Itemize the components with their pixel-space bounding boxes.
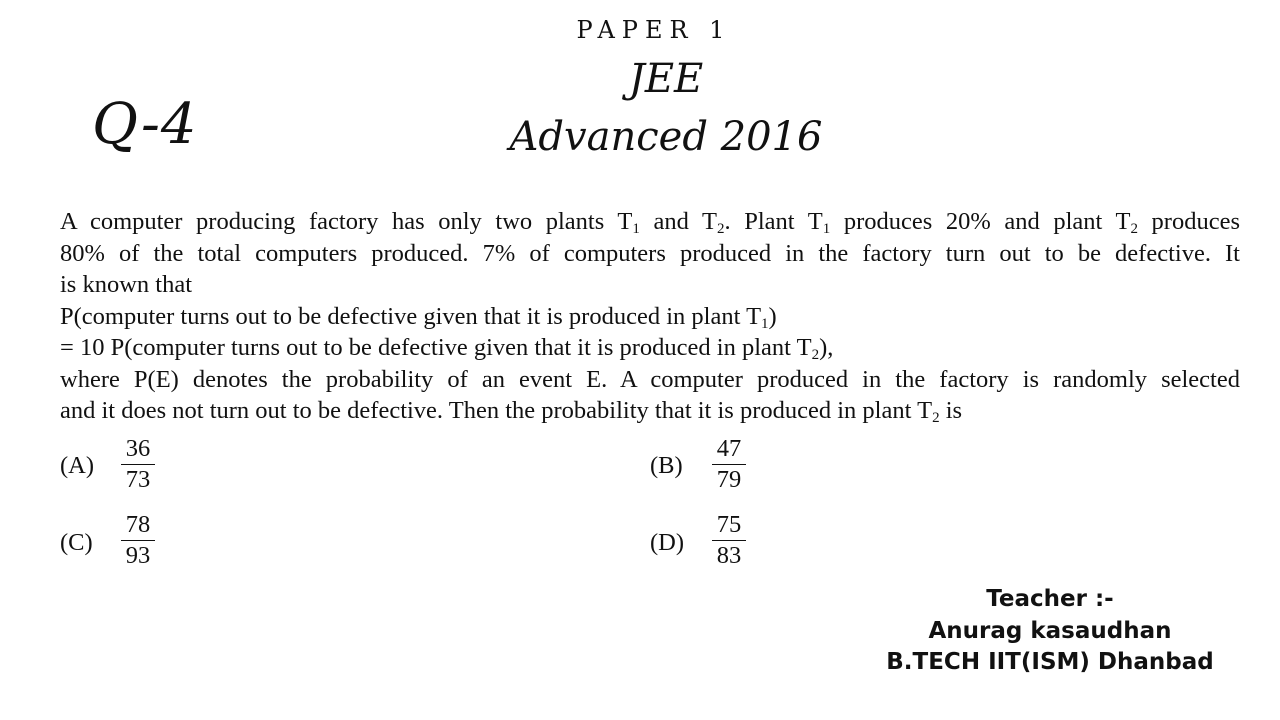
exam-year: Advanced 2016 <box>509 114 823 160</box>
option-c-label: (C) <box>60 529 93 556</box>
option-a-fraction <box>122 434 154 495</box>
option-c-numerator: 78 <box>125 511 151 538</box>
exam-name: JEE <box>628 56 704 102</box>
question-line-6: where P(E) denotes the probability of an event E. A computer produced in the factory is randomly selected <box>60 365 1240 393</box>
option-b-fraction <box>713 434 745 495</box>
question-line-4: P(computer turns out to be defective given that it is produced in plant $T_1$) <box>60 302 777 332</box>
option-d-numerator: 75 <box>716 511 742 538</box>
question-number: Q-4 <box>92 92 198 157</box>
option-d-fraction <box>713 510 745 571</box>
teacher-heading: Teacher :- <box>986 586 1114 612</box>
paper-label: PAPER 1 <box>576 16 732 44</box>
question-line-2: 80% of the total computers produced. 7% of computers produced in the factory turn out to be defective. It <box>60 239 1240 267</box>
question-line-7: and it does not turn out to be defective. Then the probability that it is produced in plant $T_2$ is <box>60 397 963 426</box>
option-d-denominator: 83 <box>716 542 742 570</box>
teacher-credit <box>860 584 1240 679</box>
option-d-label: (D) <box>650 529 685 556</box>
option-b-label: (B) <box>650 452 683 479</box>
option-a-label: (A) <box>60 452 95 479</box>
option-c-fraction <box>122 510 154 571</box>
option-c-denominator: 93 <box>125 542 151 570</box>
question-line-1: A computer producing factory has only two plants $T_1$ and $T_2$. Plant $T_1$ produces 20% and plant $T_2$ produces <box>60 208 1240 237</box>
option-a-numerator: 36 <box>125 435 151 462</box>
option-a-denominator: 73 <box>125 466 151 494</box>
teacher-credentials: B.TECH IIT(ISM) Dhanbad <box>886 649 1214 675</box>
option-b-denominator: 79 <box>716 466 742 494</box>
question-line-3: is known that <box>60 271 193 298</box>
question-text <box>60 206 1240 427</box>
option-b-numerator: 47 <box>716 435 742 462</box>
question-line-5: = 10 P(computer turns out to be defective given that it is produced in plant $T_2$), <box>60 334 834 363</box>
teacher-name: Anurag kasaudhan <box>928 617 1172 644</box>
